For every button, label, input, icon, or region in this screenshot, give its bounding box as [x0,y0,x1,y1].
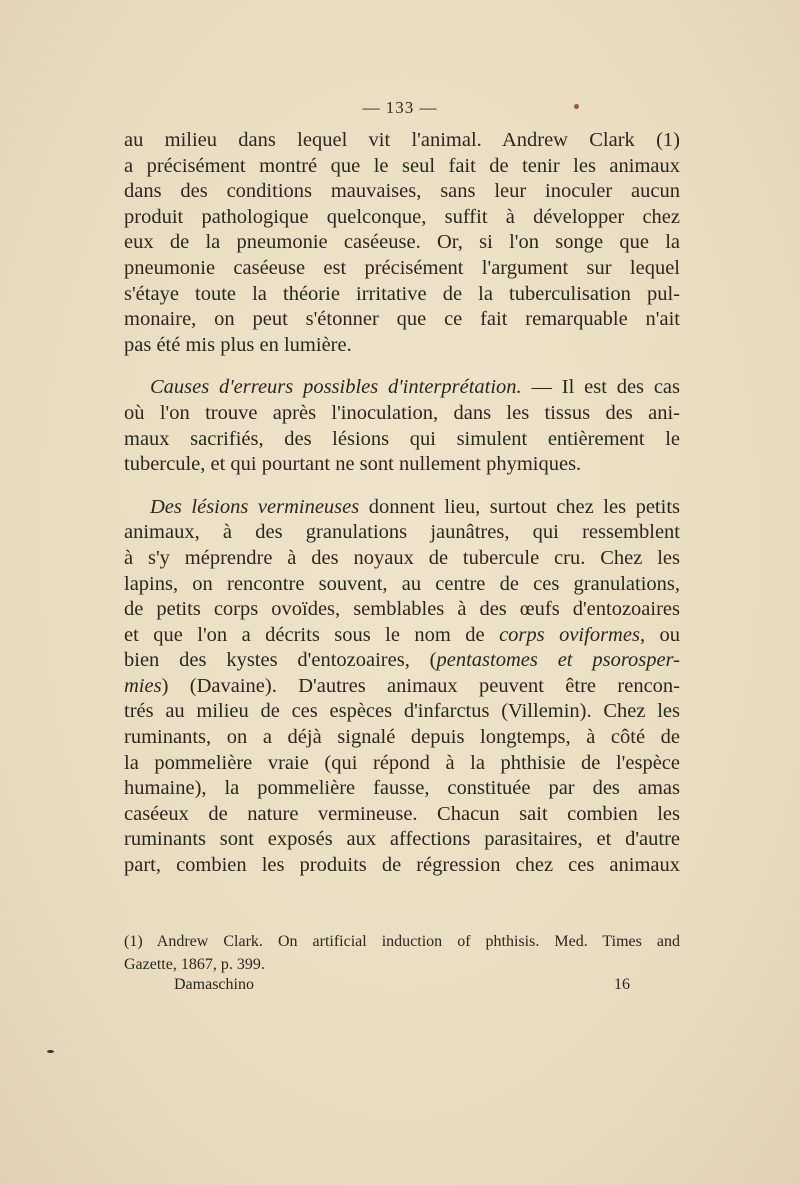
ink-speck [574,104,579,109]
text-line: pneumonie caséeuse est précisément l'argument sur lequel [124,256,680,279]
text-line [124,623,680,649]
body-text [124,128,680,879]
section-heading: Causes d'erreurs possibles d'interprétation. [150,376,522,399]
text-line: dans des conditions mauvaises, sans leur inoculer aucun [124,180,680,203]
text-line: part, combien les produits de régression chez ces animaux [124,854,680,877]
text-fragment: ) (Davaine). D'autres animaux peuvent être rencon- [161,674,680,697]
author-signature: Damaschino [174,976,254,993]
text-line [124,648,680,674]
text-line: lapins, on rencontre souvent, au centre de ces granulations, [124,572,680,595]
text-line: produit pathologique quelconque, suffit à développer chez [124,205,680,228]
text-fragment: et que l'on a décrits sous le nom de [124,623,500,646]
text-line: s'étaye toute la théorie irritative de la tuberculisation pul- [124,282,680,305]
text-fragment: — Il est des cas [521,376,680,399]
text-line: pas été mis plus en lumière. [124,333,352,356]
text-fragment: donnent lieu, surtout chez les petits [359,495,680,518]
italic-phrase: mies [124,674,162,697]
italic-phrase: pentastomes et psorosper- [436,649,681,672]
text-line: maux sacrifiés, des lésions qui simulent entièrement le [124,427,680,450]
text-line: ruminants sont exposés aux affections parasitaires, et d'autre [124,828,680,851]
text-line: caséeux de nature vermineuse. Chacun sait combien les [124,802,680,825]
text-line: de petits corps ovoïdes, semblables à des œufs d'entozoaires [124,598,680,621]
footnote-line: (1) Andrew Clark. On artificial induction of phthisis. Med. Times and [124,933,680,950]
text-line [124,674,680,700]
text-line: a précisément montré que le seul fait de tenir les animaux [124,154,680,177]
paragraph-gap [124,358,680,375]
text-fragment: , ou [639,623,681,646]
footnote-line: Gazette, 1867, p. 399. [124,956,265,973]
text-line: humaine), la pommelière fausse, constituée par des amas [124,777,680,800]
text-line: au milieu dans lequel vit l'animal. Andrew Clark (1) [124,129,680,151]
text-line: où l'on trouve après l'inoculation, dans les tissus des ani- [124,401,680,424]
text-line [124,375,680,401]
text-line [124,495,680,521]
text-line: animaux, à des granulations jaunâtres, qui ressemblent [124,521,680,544]
text-line: eux de la pneumonie caséeuse. Or, si l'on songe que la [124,231,680,254]
text-line: à s'y méprendre à des noyaux de tubercule cru. Chez les [124,546,680,569]
footnote [124,930,680,976]
paragraph-gap [124,478,680,495]
italic-phrase: Des lésions vermineuses [150,495,360,518]
sheet-number: 16 [614,976,630,993]
ink-speck [47,1050,54,1053]
text-fragment: bien des kystes d'entozoaires, ( [124,649,437,672]
text-line: ruminants, on a déjà signalé depuis longtemps, à côté de [124,726,680,749]
text-line: monaire, on peut s'étonner que ce fait remarquable n'ait [124,308,680,331]
text-line: tubercule, et qui pourtant ne sont nullement phymiques. [124,453,582,476]
text-line: la pommelière vraie (qui répond à la phthisie de l'espèce [124,751,680,774]
italic-phrase: corps oviformes [499,623,640,646]
text-line: trés au milieu de ces espèces d'infarctus (Villemin). Chez les [124,700,680,723]
page-number: — 133 — [362,98,438,117]
